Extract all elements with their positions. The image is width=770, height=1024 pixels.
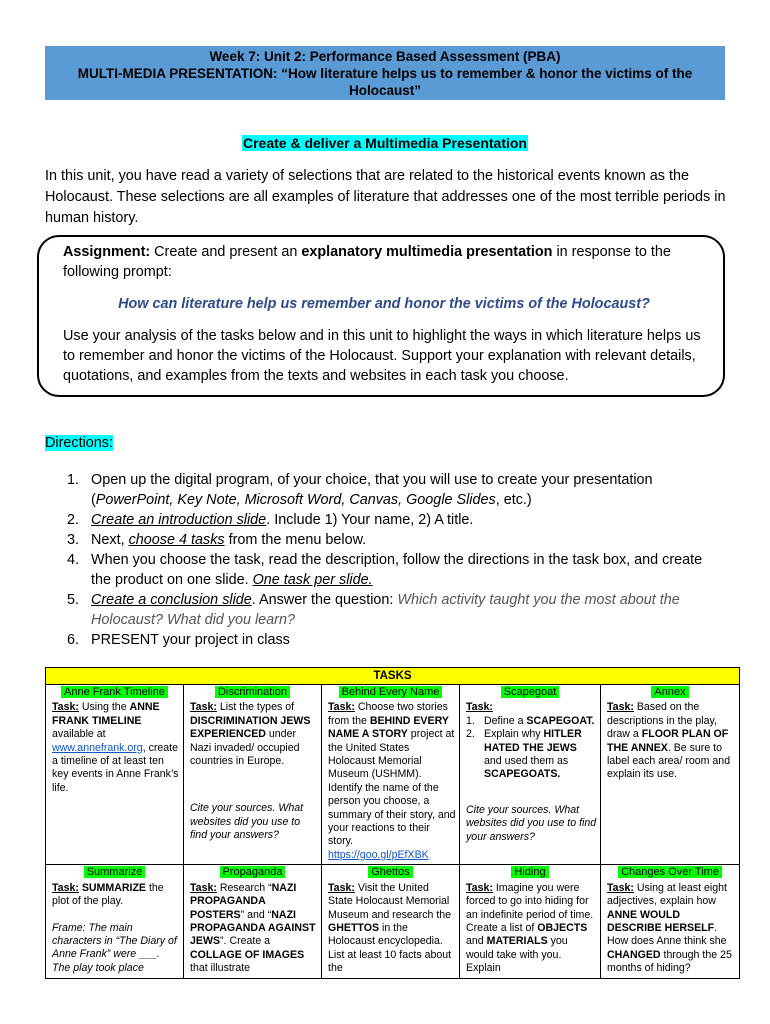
task-cell-propaganda: Propaganda Task: Research “NAZI PROPAGANDA POSTERS” and “NAZI PROPAGANDA AGAINST JEWS”. Create a COLLAGE OF IMAGES that illustrate (184, 865, 322, 978)
intro-paragraph: In this unit, you have read a variety of selections that are related to the historical events known as the Holocaust. These selections are all examples of literature that addresses one of the most terrible periods in human history. (45, 168, 726, 226)
task-category: Changes Over Time (601, 866, 739, 879)
direction-item-2: 2. Create an introduction slide. Include 1) Your name, 2) A title. (67, 512, 474, 528)
assignment-box (37, 235, 725, 397)
header-banner (45, 46, 725, 100)
assignment-body: Use your analysis of the tasks below and in this unit to highlight the ways in which literature helps us to remember and honor the victims of the Holocaust. Support your explanation with relevant details, quotations, and examples from the texts and websites in each task you choose. (63, 328, 701, 384)
task-category: Annex (601, 686, 739, 699)
header-line-2: MULTI-MEDIA PRESENTATION: “How literature helps us to remember & honor the victims of the Holocaust” (77, 66, 693, 98)
table-row (46, 685, 740, 865)
task-category: Summarize (46, 866, 183, 879)
direction-item-4: 4. When you choose the task, read the description, follow the directions in the task box, and create the product on one slide. One task per slide. (67, 552, 703, 588)
header-line-1: Week 7: Unit 2: Performance Based Assessment (PBA) (209, 49, 561, 64)
task-category: Ghettos (322, 866, 459, 879)
tasks-table (45, 667, 740, 979)
assignment-prompt: How can literature help us remember and honor the victims of the Holocaust? (118, 296, 650, 312)
task-category: Behind Every Name (322, 686, 459, 699)
direction-item-3: 3. Next, choose 4 tasks from the menu below. (67, 532, 367, 548)
ushmm-link[interactable]: https://goo.gl/pEfXBK (328, 848, 429, 861)
direction-item-5: 5. Create a conclusion slide. Answer the question: Which activity taught you the most about the Holocaust? What did you learn? (67, 592, 680, 628)
task-cell-discrimination: Discrimination Task: List the types of DISCRIMINATION JEWS EXPERIENCED under Nazi invaded/ occupied countries in Europe. Cite your sources. What websites did you use to find your answers? (184, 685, 322, 865)
directions-list (45, 470, 725, 650)
task-category: Scapegoat (460, 686, 600, 699)
assignment-text: Assignment: Create and present an explanatory multimedia presentation in response to the following prompt: (63, 244, 671, 280)
task-category: Discrimination (184, 686, 321, 699)
tasks-header: TASKS (46, 668, 740, 685)
cite-sources: Cite your sources. What websites did you use to find your answers? (190, 802, 304, 842)
task-cell-anne-frank-timeline: Anne Frank Timeline Task: Using the ANNE FRANK TIMELINE available at www.annefrank.org, create a timeline of at least ten key events in Anne Frank’s life. (46, 685, 184, 865)
task-cell-summarize: Summarize Task: SUMMARIZE the plot of the play. Frame: The main characters in “The Diary of Anne Frank” were ___. The play took place (46, 865, 184, 978)
task-category: Anne Frank Timeline (46, 686, 183, 699)
task-cell-changes-over-time: Changes Over Time Task: Using at least eight adjectives, explain how ANNE WOULD DESCRIBE HERSELF. How does Anne think she CHANGED through the 25 months of hiding? (601, 865, 740, 978)
task-cell-behind-every-name: Behind Every Name Task: Choose two stories from the BEHIND EVERY NAME A STORY project at the United States Holocaust Memorial Museum (USHMM). Identify the name of the person you choose, a summary of their story, and your reactions to their story. https://goo.gl/pEfXBK (322, 685, 460, 865)
table-row (46, 865, 740, 978)
directions-label: Directions: (45, 435, 113, 451)
task-cell-hiding: Hiding Task: Imagine you were forced to go into hiding for an indefinite period of time. Create a list of OBJECTS and MATERIALS you would take with you. Explain (460, 865, 601, 978)
task-cell-annex: Annex Task: Based on the descriptions in the play, draw a FLOOR PLAN OF THE ANNEX. Be sure to label each area/ room and explain its use. (601, 685, 740, 865)
create-title: Create & deliver a Multimedia Presentation (243, 135, 527, 151)
annefrank-link[interactable]: www.annefrank.org (52, 741, 143, 754)
direction-item-6: 6. PRESENT your project in class (67, 632, 290, 648)
task-category: Hiding (460, 866, 600, 879)
task-cell-ghettos: Ghettos Task: Visit the United State Holocaust Memorial Museum and research the GHETTOS in the Holocaust encyclopedia. List at least 10 facts about the (322, 865, 460, 978)
task-cell-scapegoat: Scapegoat Task: 1. Define a SCAPEGOAT. 2. Explain why HITLER HATED THE JEWS and used them as SCAPEGOATS. Cite your sources. What websites did you use to find your answers? (460, 685, 601, 865)
cite-sources: Cite your sources. What websites did you use to find your answers? (466, 803, 597, 843)
direction-item-1: 1. Open up the digital program, of your choice, that you will use to create your presentation (PowerPoint, Key Note, Microsoft Word, Canvas, Google Slides, etc.) (67, 472, 653, 508)
task-category: Propaganda (184, 866, 321, 879)
